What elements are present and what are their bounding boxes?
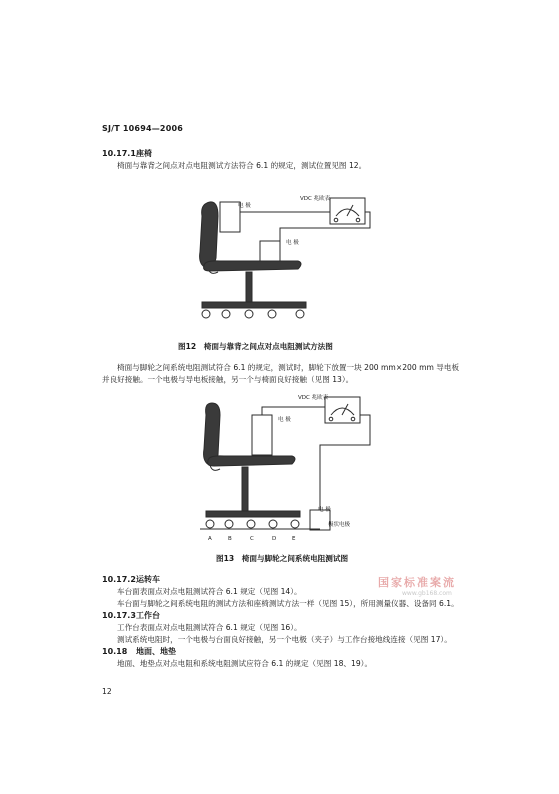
chair-base bbox=[202, 302, 306, 308]
electrode-backrest bbox=[220, 202, 240, 232]
seat-paragraph: 椅面与靠背之间点对点电阻测试方法符合 6.1 的规定，测试位置见图 12。 bbox=[117, 161, 367, 170]
meter-terminal bbox=[351, 417, 355, 421]
fig13-meter-label: VDC 兆欧表 bbox=[298, 395, 329, 401]
section-number: 10.17.1 bbox=[102, 149, 136, 158]
chair-seat bbox=[204, 261, 301, 271]
standard-number: SJ/T 10694—2006 bbox=[102, 124, 183, 133]
section-title: 工作台 bbox=[136, 611, 160, 620]
fig13-electrode-label-seat: 电 极 bbox=[278, 417, 291, 423]
seat-caster-paragraph-line1: 椅面与脚轮之间系统电阻测试符合 6.1 的规定，测试时，脚轮下放置一块 200 mm×200 mm 导电板 bbox=[117, 363, 460, 372]
cart-paragraph-2: 车台面与脚轮之间系统电阻的测试方法和座椅测试方法一样（见图 15），所用测量仪器、设备同 6.1。 bbox=[117, 599, 459, 608]
figure-13-caption: 图13 椅面与脚轮之间系统电阻测试图 bbox=[216, 554, 349, 563]
figure-12-caption: 图12 椅面与靠背之间点对点电阻测试方法图 bbox=[178, 342, 333, 351]
wire-1 bbox=[262, 407, 325, 415]
fig12-electrode-label-1: 电 极 bbox=[238, 203, 251, 209]
section-heading-floor bbox=[102, 646, 176, 657]
chair-base bbox=[206, 511, 300, 517]
fig13-caster-label-d: D bbox=[272, 536, 277, 542]
fig13-electrode-label-plate: 电 极 bbox=[318, 507, 331, 513]
page-number: 12 bbox=[102, 687, 112, 696]
section-number: 10.17.3 bbox=[102, 611, 136, 620]
wire-2 bbox=[320, 415, 370, 503]
workbench-paragraph-1: 工作台表面点对点电阻测试符合 6.1 规定（见图 16）。 bbox=[117, 623, 302, 632]
fig12-meter-label: VDC 兆欧表 bbox=[300, 196, 331, 202]
fig13-caster-label-a: A bbox=[208, 536, 212, 542]
section-heading-workbench bbox=[102, 610, 160, 621]
meter-terminal bbox=[334, 218, 338, 222]
watermark-url: www.gb168.com bbox=[402, 590, 452, 597]
chair-casters bbox=[206, 520, 299, 528]
electrode-seat bbox=[252, 415, 272, 455]
cart-paragraph-1: 车台面表面点对点电阻测试符合 6.1 规定（见图 14）。 bbox=[117, 587, 302, 596]
chair-column bbox=[242, 467, 248, 511]
section-number: 10.17.2 bbox=[102, 575, 136, 584]
chair-seat bbox=[208, 456, 295, 466]
fig12-electrode-label-2: 电 极 bbox=[286, 240, 299, 246]
fig13-plate-label: 极状电极 bbox=[328, 522, 351, 528]
seat-caster-paragraph-line2: 并良好接触。一个电极与导电板接触，另一个与椅面良好接触（见图 13）。 bbox=[102, 375, 354, 384]
section-heading-cart bbox=[102, 574, 160, 585]
chair-backrest bbox=[200, 202, 218, 268]
section-title: 运转车 bbox=[136, 575, 160, 584]
watermark-text: 国家标准案流 bbox=[378, 576, 456, 589]
figure-12-diagram bbox=[180, 186, 380, 336]
section-heading-seat bbox=[102, 148, 152, 159]
fig13-caster-label-c: C bbox=[250, 536, 254, 542]
meter-terminal bbox=[329, 417, 333, 421]
floor-paragraph: 地面、地垫点对点电阻和系统电阻测试应符合 6.1 的规定（见图 18、19）。 bbox=[117, 659, 373, 668]
section-number: 10.18 bbox=[102, 647, 128, 656]
electrode-seat bbox=[260, 241, 280, 263]
fig13-caster-label-b: B bbox=[228, 536, 232, 542]
plate-electrode bbox=[310, 510, 330, 530]
meter-terminal bbox=[356, 218, 360, 222]
fig13-caster-label-e: E bbox=[292, 536, 296, 542]
section-title: 座椅 bbox=[136, 149, 152, 158]
chair-column bbox=[246, 272, 252, 302]
section-title: 地面、地垫 bbox=[136, 647, 176, 656]
chair-casters bbox=[202, 310, 304, 318]
workbench-paragraph-2: 测试系统电阻时，一个电极与台面良好接触，另一个电极（夹子）与工作台接地线连接（见图 17）。 bbox=[117, 635, 452, 644]
